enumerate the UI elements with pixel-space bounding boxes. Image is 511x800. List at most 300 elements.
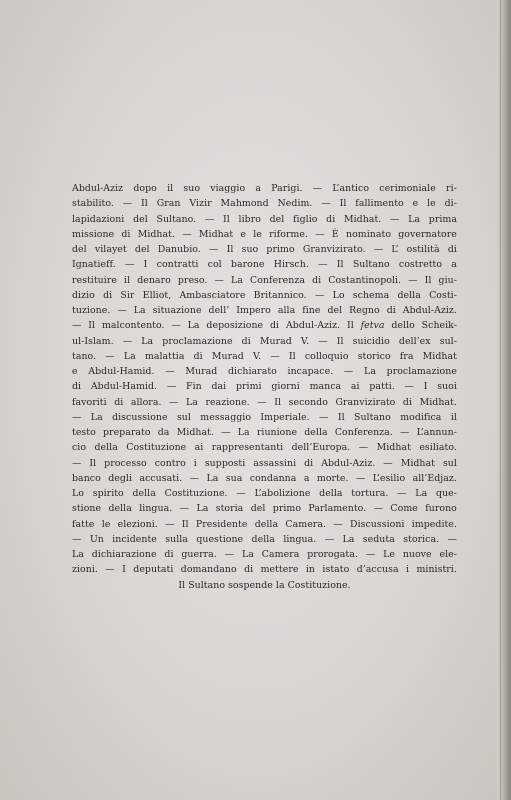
word: di bbox=[447, 244, 457, 255]
word: di bbox=[193, 350, 203, 362]
word: — bbox=[343, 366, 354, 377]
word: condanna bbox=[249, 472, 297, 484]
word: del bbox=[250, 503, 266, 515]
word: del bbox=[134, 244, 150, 255]
word: vilayet bbox=[94, 244, 127, 255]
word: missione bbox=[72, 228, 115, 240]
word: di bbox=[72, 381, 82, 393]
word: Midhat. bbox=[176, 427, 214, 438]
word: La bbox=[123, 350, 136, 362]
word: — bbox=[314, 289, 325, 301]
word: I bbox=[423, 381, 428, 393]
word: Murad bbox=[259, 335, 292, 347]
summary-line bbox=[72, 456, 457, 471]
word: il bbox=[124, 274, 131, 286]
summary-line bbox=[72, 562, 457, 577]
word: seduta bbox=[362, 533, 395, 545]
word: alla bbox=[277, 305, 296, 316]
word: Sultano bbox=[353, 411, 391, 423]
summary-line bbox=[72, 486, 457, 501]
word: Elliot, bbox=[142, 289, 172, 301]
word: di- bbox=[444, 198, 457, 210]
word: È bbox=[331, 228, 339, 240]
word: La bbox=[408, 213, 421, 225]
word: Danubio. bbox=[157, 244, 201, 255]
word: suoi bbox=[437, 381, 457, 393]
word: deposizione bbox=[206, 320, 264, 332]
word: Conferenza bbox=[250, 274, 305, 286]
summary-line bbox=[72, 379, 457, 394]
word: — bbox=[358, 442, 369, 454]
word: Midhat. bbox=[343, 213, 382, 225]
word: favoriti bbox=[72, 396, 107, 408]
summary-line bbox=[72, 227, 457, 242]
word: preso. bbox=[177, 274, 208, 286]
summary-line bbox=[72, 196, 457, 211]
word: le bbox=[101, 518, 111, 530]
word: situazione bbox=[152, 305, 202, 316]
word: dell’Europa. bbox=[291, 442, 351, 454]
word: stabilito. bbox=[72, 198, 114, 210]
word: ostilità bbox=[406, 244, 440, 255]
word: La bbox=[364, 366, 376, 377]
word: ele- bbox=[439, 549, 457, 560]
word: fine bbox=[302, 305, 321, 316]
word: — bbox=[204, 213, 215, 225]
word: Costituzione bbox=[126, 442, 187, 454]
word: sulla bbox=[165, 533, 188, 545]
word: — bbox=[236, 488, 246, 499]
summary-line bbox=[72, 425, 457, 440]
word: Sultano. bbox=[156, 213, 197, 225]
word: della bbox=[108, 503, 132, 515]
word: — bbox=[321, 198, 331, 210]
word: — bbox=[397, 488, 407, 499]
word: il bbox=[167, 183, 174, 194]
word: Il bbox=[288, 350, 296, 362]
word: le bbox=[427, 198, 436, 210]
word: La bbox=[141, 335, 154, 347]
word: — bbox=[214, 274, 224, 286]
word: d’accusa bbox=[356, 564, 399, 576]
word: La bbox=[342, 533, 355, 545]
word: — bbox=[315, 228, 325, 240]
summary-line bbox=[72, 318, 457, 333]
summary-line bbox=[72, 547, 457, 562]
word: reazione. bbox=[205, 396, 250, 408]
word: — bbox=[124, 259, 135, 271]
word: Abdul-Hamid. bbox=[88, 366, 155, 377]
word: da bbox=[157, 427, 170, 438]
word: patti. bbox=[369, 381, 395, 393]
word: fatte bbox=[72, 518, 95, 530]
word: ai bbox=[194, 442, 204, 454]
word: dai bbox=[211, 381, 227, 393]
word: cio bbox=[72, 442, 87, 454]
word: L’esilio bbox=[372, 472, 406, 484]
word: libro bbox=[238, 213, 261, 225]
word: processo bbox=[104, 457, 147, 469]
word: e bbox=[412, 198, 419, 210]
word: Costi- bbox=[429, 289, 457, 301]
word: Midhat bbox=[422, 350, 457, 362]
word: Sultano bbox=[352, 259, 390, 271]
word: Il bbox=[339, 198, 347, 210]
word: sul bbox=[442, 457, 457, 469]
word: domandano bbox=[180, 564, 237, 576]
word: — bbox=[355, 472, 366, 484]
word: — bbox=[390, 213, 400, 225]
word: della bbox=[254, 518, 279, 530]
word: Parlamento. bbox=[308, 503, 367, 515]
word: — bbox=[117, 305, 127, 316]
word: Granvizirato. bbox=[302, 244, 366, 255]
word: I bbox=[143, 259, 148, 271]
word: lapidazioni bbox=[72, 213, 125, 225]
summary-line bbox=[72, 288, 457, 303]
word: malattia bbox=[144, 350, 185, 362]
word: — bbox=[447, 533, 457, 545]
word: di bbox=[121, 228, 131, 240]
summary-line bbox=[72, 273, 457, 288]
word: L’ bbox=[391, 244, 399, 255]
word: impedite. bbox=[411, 518, 457, 530]
summary-line bbox=[72, 257, 457, 272]
word: primo bbox=[266, 244, 295, 255]
word: col bbox=[207, 259, 222, 271]
word: La bbox=[90, 411, 103, 423]
word: di bbox=[312, 274, 322, 286]
word: — bbox=[312, 183, 323, 194]
word: deputati bbox=[133, 564, 174, 576]
word: — bbox=[182, 228, 192, 240]
word: Mahmond bbox=[220, 198, 269, 210]
word: questione bbox=[196, 533, 244, 545]
word: storica. bbox=[403, 533, 440, 545]
word: — bbox=[400, 427, 410, 438]
summary-line bbox=[72, 471, 457, 486]
word: — bbox=[365, 549, 376, 560]
word: di bbox=[402, 396, 413, 408]
word: La bbox=[206, 472, 219, 484]
word: L’abolizione bbox=[254, 488, 311, 499]
word: Il bbox=[346, 320, 354, 332]
word: di bbox=[270, 320, 280, 332]
word: colloquio bbox=[304, 350, 349, 362]
word: in bbox=[305, 564, 316, 576]
word: Fin bbox=[186, 381, 202, 393]
word: malcontento. bbox=[101, 320, 165, 332]
word: secondo bbox=[288, 396, 328, 408]
word: La bbox=[196, 503, 209, 515]
word: Costituzione. bbox=[164, 488, 228, 499]
summary-line bbox=[72, 532, 457, 547]
word: Il bbox=[88, 320, 96, 332]
word: Le bbox=[383, 549, 395, 560]
word: — bbox=[333, 518, 343, 530]
word: di bbox=[241, 335, 251, 347]
word: Scheik- bbox=[421, 320, 457, 332]
word: Abdul-Aziz. bbox=[402, 305, 457, 316]
word: prorogata. bbox=[307, 549, 358, 560]
word: — bbox=[105, 564, 115, 576]
word: La bbox=[72, 549, 84, 560]
word: tano. bbox=[72, 350, 97, 362]
word: tuzione. bbox=[72, 305, 111, 316]
word: — bbox=[270, 350, 280, 362]
word: — bbox=[373, 503, 384, 515]
word: messaggio bbox=[200, 411, 252, 423]
word: modifica bbox=[400, 411, 442, 423]
word: Il bbox=[337, 411, 345, 423]
word: del bbox=[269, 213, 285, 225]
word: sul- bbox=[439, 335, 457, 347]
word: del bbox=[327, 305, 343, 316]
word: prima bbox=[428, 213, 457, 225]
word: lingua. bbox=[283, 533, 317, 545]
word: del bbox=[133, 213, 148, 225]
summary-line bbox=[72, 242, 457, 257]
word: V. bbox=[252, 350, 262, 362]
word: que- bbox=[435, 488, 457, 499]
word: — bbox=[165, 366, 175, 377]
word: della bbox=[251, 533, 275, 545]
word: di bbox=[103, 289, 113, 301]
word: ai bbox=[350, 381, 360, 393]
word: costretto bbox=[398, 259, 443, 271]
word: Discussioni bbox=[350, 518, 405, 530]
summary-line bbox=[72, 517, 457, 532]
word: Midhat. bbox=[419, 396, 457, 408]
word: proclamazione bbox=[162, 335, 233, 347]
word: — bbox=[404, 381, 414, 393]
word: degli bbox=[108, 472, 133, 484]
word: del bbox=[72, 244, 87, 255]
word: Costantinopoli. bbox=[328, 274, 402, 286]
word: a bbox=[303, 472, 310, 484]
word: Il bbox=[274, 396, 282, 408]
word: Imperiale. bbox=[260, 411, 310, 423]
word: L’annun- bbox=[416, 427, 457, 438]
word: accusati. bbox=[139, 472, 183, 484]
word: storia bbox=[215, 503, 244, 515]
word: La bbox=[242, 549, 254, 560]
word: sul bbox=[176, 411, 191, 423]
word: Sir bbox=[120, 289, 135, 301]
closing-line: Il Sultano sospende la Costituzione. bbox=[178, 579, 351, 591]
word: Lo bbox=[332, 289, 345, 301]
word: all’Edjaz. bbox=[412, 472, 457, 484]
word: fallimento bbox=[355, 198, 404, 210]
word: Il bbox=[181, 518, 189, 530]
page-edge-line bbox=[500, 0, 501, 800]
word: suo bbox=[241, 244, 259, 255]
word: contro bbox=[154, 457, 186, 469]
word: — bbox=[166, 381, 177, 393]
word: dichiarato bbox=[227, 366, 277, 377]
word: Conferenza. bbox=[334, 427, 393, 438]
word: — bbox=[179, 503, 190, 515]
word: guerra. bbox=[181, 549, 217, 560]
word: spirito bbox=[92, 488, 124, 499]
word: — bbox=[373, 244, 384, 255]
word: dello bbox=[391, 320, 415, 332]
word: Presidente bbox=[195, 518, 248, 530]
word: Ignatieff. bbox=[72, 259, 116, 271]
word: Camera bbox=[261, 549, 300, 560]
word: ul-Islam. bbox=[72, 335, 114, 347]
word: La bbox=[186, 396, 198, 408]
word: proclamazione bbox=[386, 366, 457, 377]
word: dell’ bbox=[208, 305, 230, 316]
word: discussione bbox=[112, 411, 168, 423]
word: Vizir bbox=[189, 198, 212, 210]
word: Midhat bbox=[400, 457, 435, 469]
summary-line bbox=[72, 181, 457, 196]
word: incapace. bbox=[287, 366, 334, 377]
word: — bbox=[221, 427, 231, 438]
word: Midhat. bbox=[137, 228, 176, 240]
summary-line bbox=[72, 212, 457, 227]
word: della bbox=[132, 488, 156, 499]
word: lingua. bbox=[139, 503, 173, 515]
word: di bbox=[164, 549, 174, 560]
word: Granvizirato bbox=[335, 396, 396, 408]
word: contratti bbox=[156, 259, 199, 271]
word: La bbox=[133, 305, 146, 316]
word: manca bbox=[309, 381, 342, 393]
word: fetva bbox=[360, 320, 385, 332]
word: Il bbox=[226, 244, 234, 255]
word: fra bbox=[399, 350, 414, 362]
word: stione bbox=[72, 503, 102, 515]
word: Lo bbox=[72, 488, 84, 499]
word: morte. bbox=[316, 472, 349, 484]
word: — bbox=[122, 335, 133, 347]
word: dopo bbox=[133, 183, 157, 194]
word: sua bbox=[225, 472, 243, 484]
word: — bbox=[72, 457, 82, 469]
word: Murad bbox=[211, 350, 244, 362]
word: Parigi. bbox=[271, 183, 303, 194]
word: di bbox=[244, 564, 254, 576]
word: e bbox=[72, 366, 78, 377]
word: Il bbox=[223, 213, 230, 225]
word: dizio bbox=[72, 289, 95, 301]
word: zioni. bbox=[72, 564, 98, 576]
word: banco bbox=[72, 472, 101, 484]
word: denaro bbox=[137, 274, 171, 286]
word: — bbox=[408, 274, 418, 286]
word: Abdul-Hamid. bbox=[90, 381, 158, 393]
word: Midhat bbox=[376, 442, 411, 454]
word: istato bbox=[322, 564, 350, 576]
word: Il bbox=[424, 274, 432, 286]
summary-line bbox=[72, 334, 457, 349]
word: figlio bbox=[293, 213, 318, 225]
word: storico bbox=[357, 350, 391, 362]
word: a bbox=[451, 259, 457, 271]
word: assassini bbox=[253, 457, 297, 469]
word: Abdul-Aziz. bbox=[285, 320, 341, 332]
word: — bbox=[318, 259, 328, 271]
summary-line bbox=[72, 440, 457, 455]
word: Gran bbox=[156, 198, 181, 210]
word: cerimoniale bbox=[379, 183, 436, 194]
word: Il bbox=[89, 457, 97, 469]
word: — bbox=[224, 549, 235, 560]
word: — bbox=[257, 396, 267, 408]
word: Abdul-Aziz bbox=[72, 183, 124, 194]
word: il bbox=[450, 411, 457, 423]
word: giorni bbox=[271, 381, 300, 393]
word: di bbox=[326, 213, 336, 225]
word: rappresentanti bbox=[211, 442, 284, 454]
word: Regno bbox=[349, 305, 380, 316]
word: a bbox=[255, 183, 262, 194]
word: giu- bbox=[438, 274, 457, 286]
word: — bbox=[324, 533, 335, 545]
word: L’antico bbox=[332, 183, 370, 194]
word: ministri. bbox=[416, 564, 457, 576]
word: — bbox=[72, 533, 82, 545]
word: — bbox=[165, 518, 175, 530]
word: esiliato. bbox=[419, 442, 457, 454]
word: La bbox=[231, 274, 243, 286]
word: governatore bbox=[398, 228, 457, 240]
word: nuove bbox=[402, 549, 432, 560]
word: tortura. bbox=[351, 488, 389, 499]
word: Come bbox=[390, 503, 418, 515]
word: Il bbox=[141, 198, 148, 210]
word: di bbox=[386, 305, 396, 316]
word: — bbox=[72, 411, 82, 423]
word: Abdul-Aziz. bbox=[321, 457, 376, 469]
word: Hirsch. bbox=[273, 259, 309, 271]
word: primo bbox=[272, 503, 302, 515]
word: incidente bbox=[112, 533, 157, 545]
word: — bbox=[169, 396, 179, 408]
word: restituire bbox=[72, 274, 117, 286]
word: Ambasciatore bbox=[179, 289, 246, 301]
word: allora. bbox=[130, 396, 162, 408]
summary-line bbox=[72, 364, 457, 379]
word: dell’ex bbox=[398, 335, 431, 347]
word: riforme. bbox=[269, 228, 309, 240]
word: — bbox=[72, 320, 82, 332]
summary-line bbox=[72, 501, 457, 516]
word: nominato bbox=[346, 228, 392, 240]
word: della bbox=[94, 442, 118, 454]
word: i bbox=[193, 457, 197, 469]
word: I bbox=[122, 564, 126, 576]
word: Britannico. bbox=[253, 289, 307, 301]
word: suicidio bbox=[352, 335, 390, 347]
word: supposti bbox=[204, 457, 246, 469]
word: — bbox=[383, 457, 393, 469]
summary-line bbox=[72, 303, 457, 318]
word: suo bbox=[183, 183, 201, 194]
summary-line bbox=[72, 410, 457, 425]
word: preparato bbox=[102, 427, 151, 438]
summary-line bbox=[72, 349, 457, 364]
word: — bbox=[122, 198, 133, 210]
word: La bbox=[187, 320, 200, 332]
word: furono bbox=[425, 503, 457, 515]
word: di bbox=[114, 396, 124, 408]
word: — bbox=[189, 472, 200, 484]
word: barone bbox=[230, 259, 265, 271]
